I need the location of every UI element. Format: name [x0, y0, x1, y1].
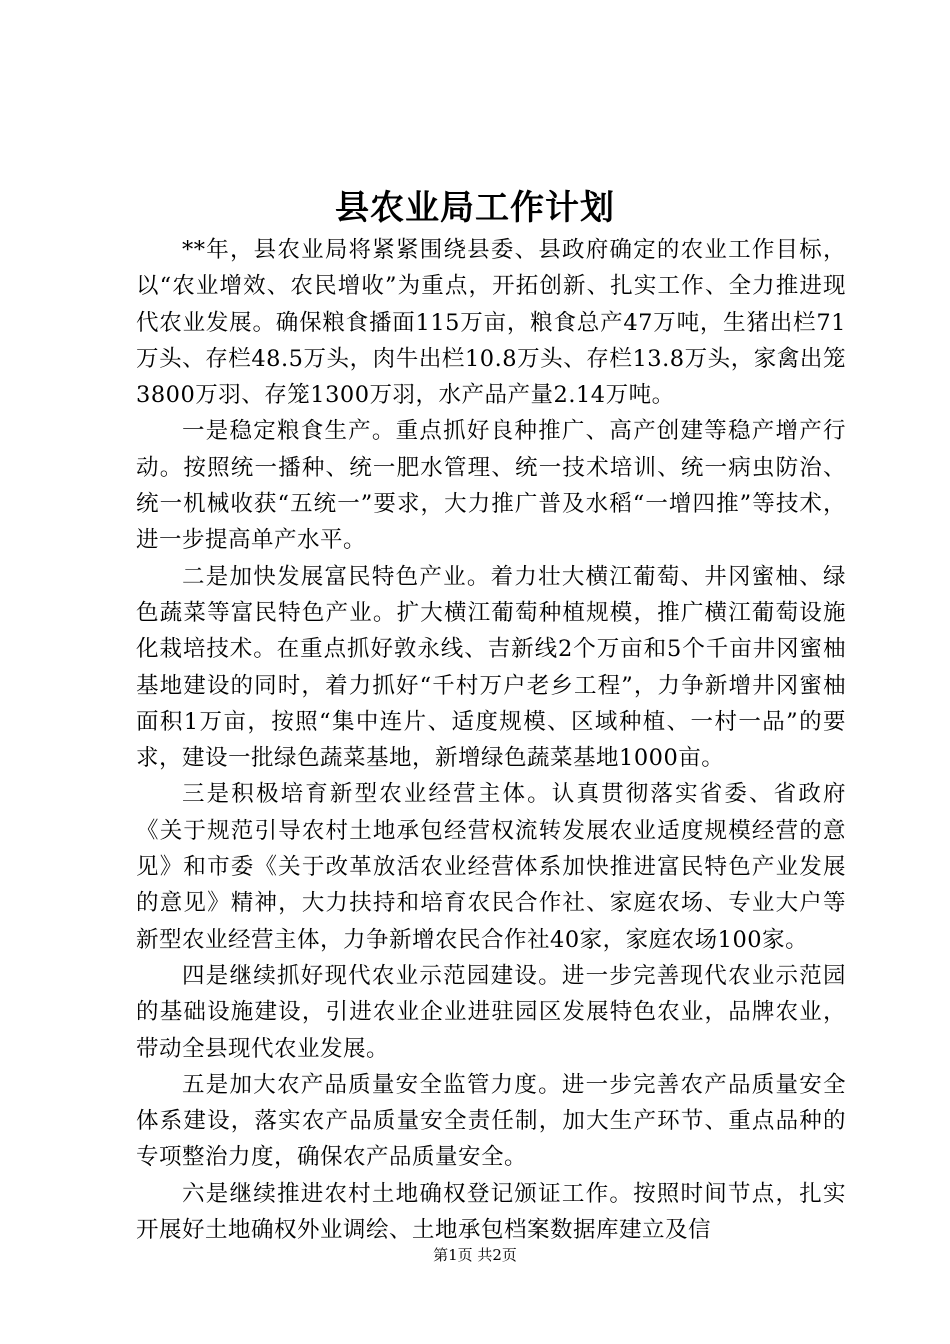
paragraph-item-1: 一是稳定粮食生产。重点抓好良种推广、高产创建等稳产增产行动。按照统一播种、统一肥水管理、统一技术培训、统一病虫防治、统一机械收获“五统一”要求，大力推广普及水稻“一增四推”等技术，进一步提高单产水平。 [136, 418, 846, 554]
paragraph-item-3: 三是积极培育新型农业经营主体。认真贯彻落实省委、省政府《关于规范引导农村土地承包经营权流转发展农业适度规模经营的意见》和市委《关于改革放活农业经营体系加快推进富民特色产业发展的意见》精神，大力扶持和培育农民合作社、家庭农场、专业大户等新型农业经营主体，力争新增农民合作社40家，家庭农场100家。 [136, 781, 846, 953]
paragraph-item-2: 二是加快发展富民特色产业。着力壮大横江葡萄、井冈蜜柚、绿色蔬菜等富民特色产业。扩大横江葡萄种植规模，推广横江葡萄设施化栽培技术。在重点抓好敦永线、吉新线2个万亩和5个千亩井冈蜜柚基地建设的同时，着力抓好“千村万户老乡工程”，力争新增井冈蜜柚面积1万亩，按照“集中连片、适度规模、区域种植、一村一品”的要求，建设一批绿色蔬菜基地，新增绿色蔬菜基地1000亩。 [136, 563, 846, 772]
document-title: 县农业局工作计划 [335, 188, 615, 228]
paragraph-item-6: 六是继续推进农村土地确权登记颁证工作。按照时间节点，扎实开展好土地确权外业调绘、土地承包档案数据库建立及信 [136, 1180, 846, 1244]
page-number-footer: 第1页 共2页 [433, 1246, 517, 1264]
paragraph-item-4: 四是继续抓好现代农业示范园建设。进一步完善现代农业示范园的基础设施建设，引进农业企业进驻园区发展特色农业，品牌农业，带动全县现代农业发展。 [136, 962, 846, 1062]
paragraph-item-5: 五是加大农产品质量安全监管力度。进一步完善农产品质量安全体系建设，落实农产品质量安全责任制，加大生产环节、重点品种的专项整治力度，确保农产品质量安全。 [136, 1071, 846, 1171]
document-body [136, 232, 846, 1248]
paragraph-intro: **年，县农业局将紧紧围绕县委、县政府确定的农业工作目标，以“农业增效、农民增收”为重点，开拓创新、扎实工作、全力推进现代农业发展。确保粮食播面115万亩，粮食总产47万吨，生猪出栏71万头、存栏48.5万头，肉牛出栏10.8万头、存栏13.8万头，家禽出笼3800万羽、存笼1300万羽，水产品产量2.14万吨。 [136, 237, 846, 409]
